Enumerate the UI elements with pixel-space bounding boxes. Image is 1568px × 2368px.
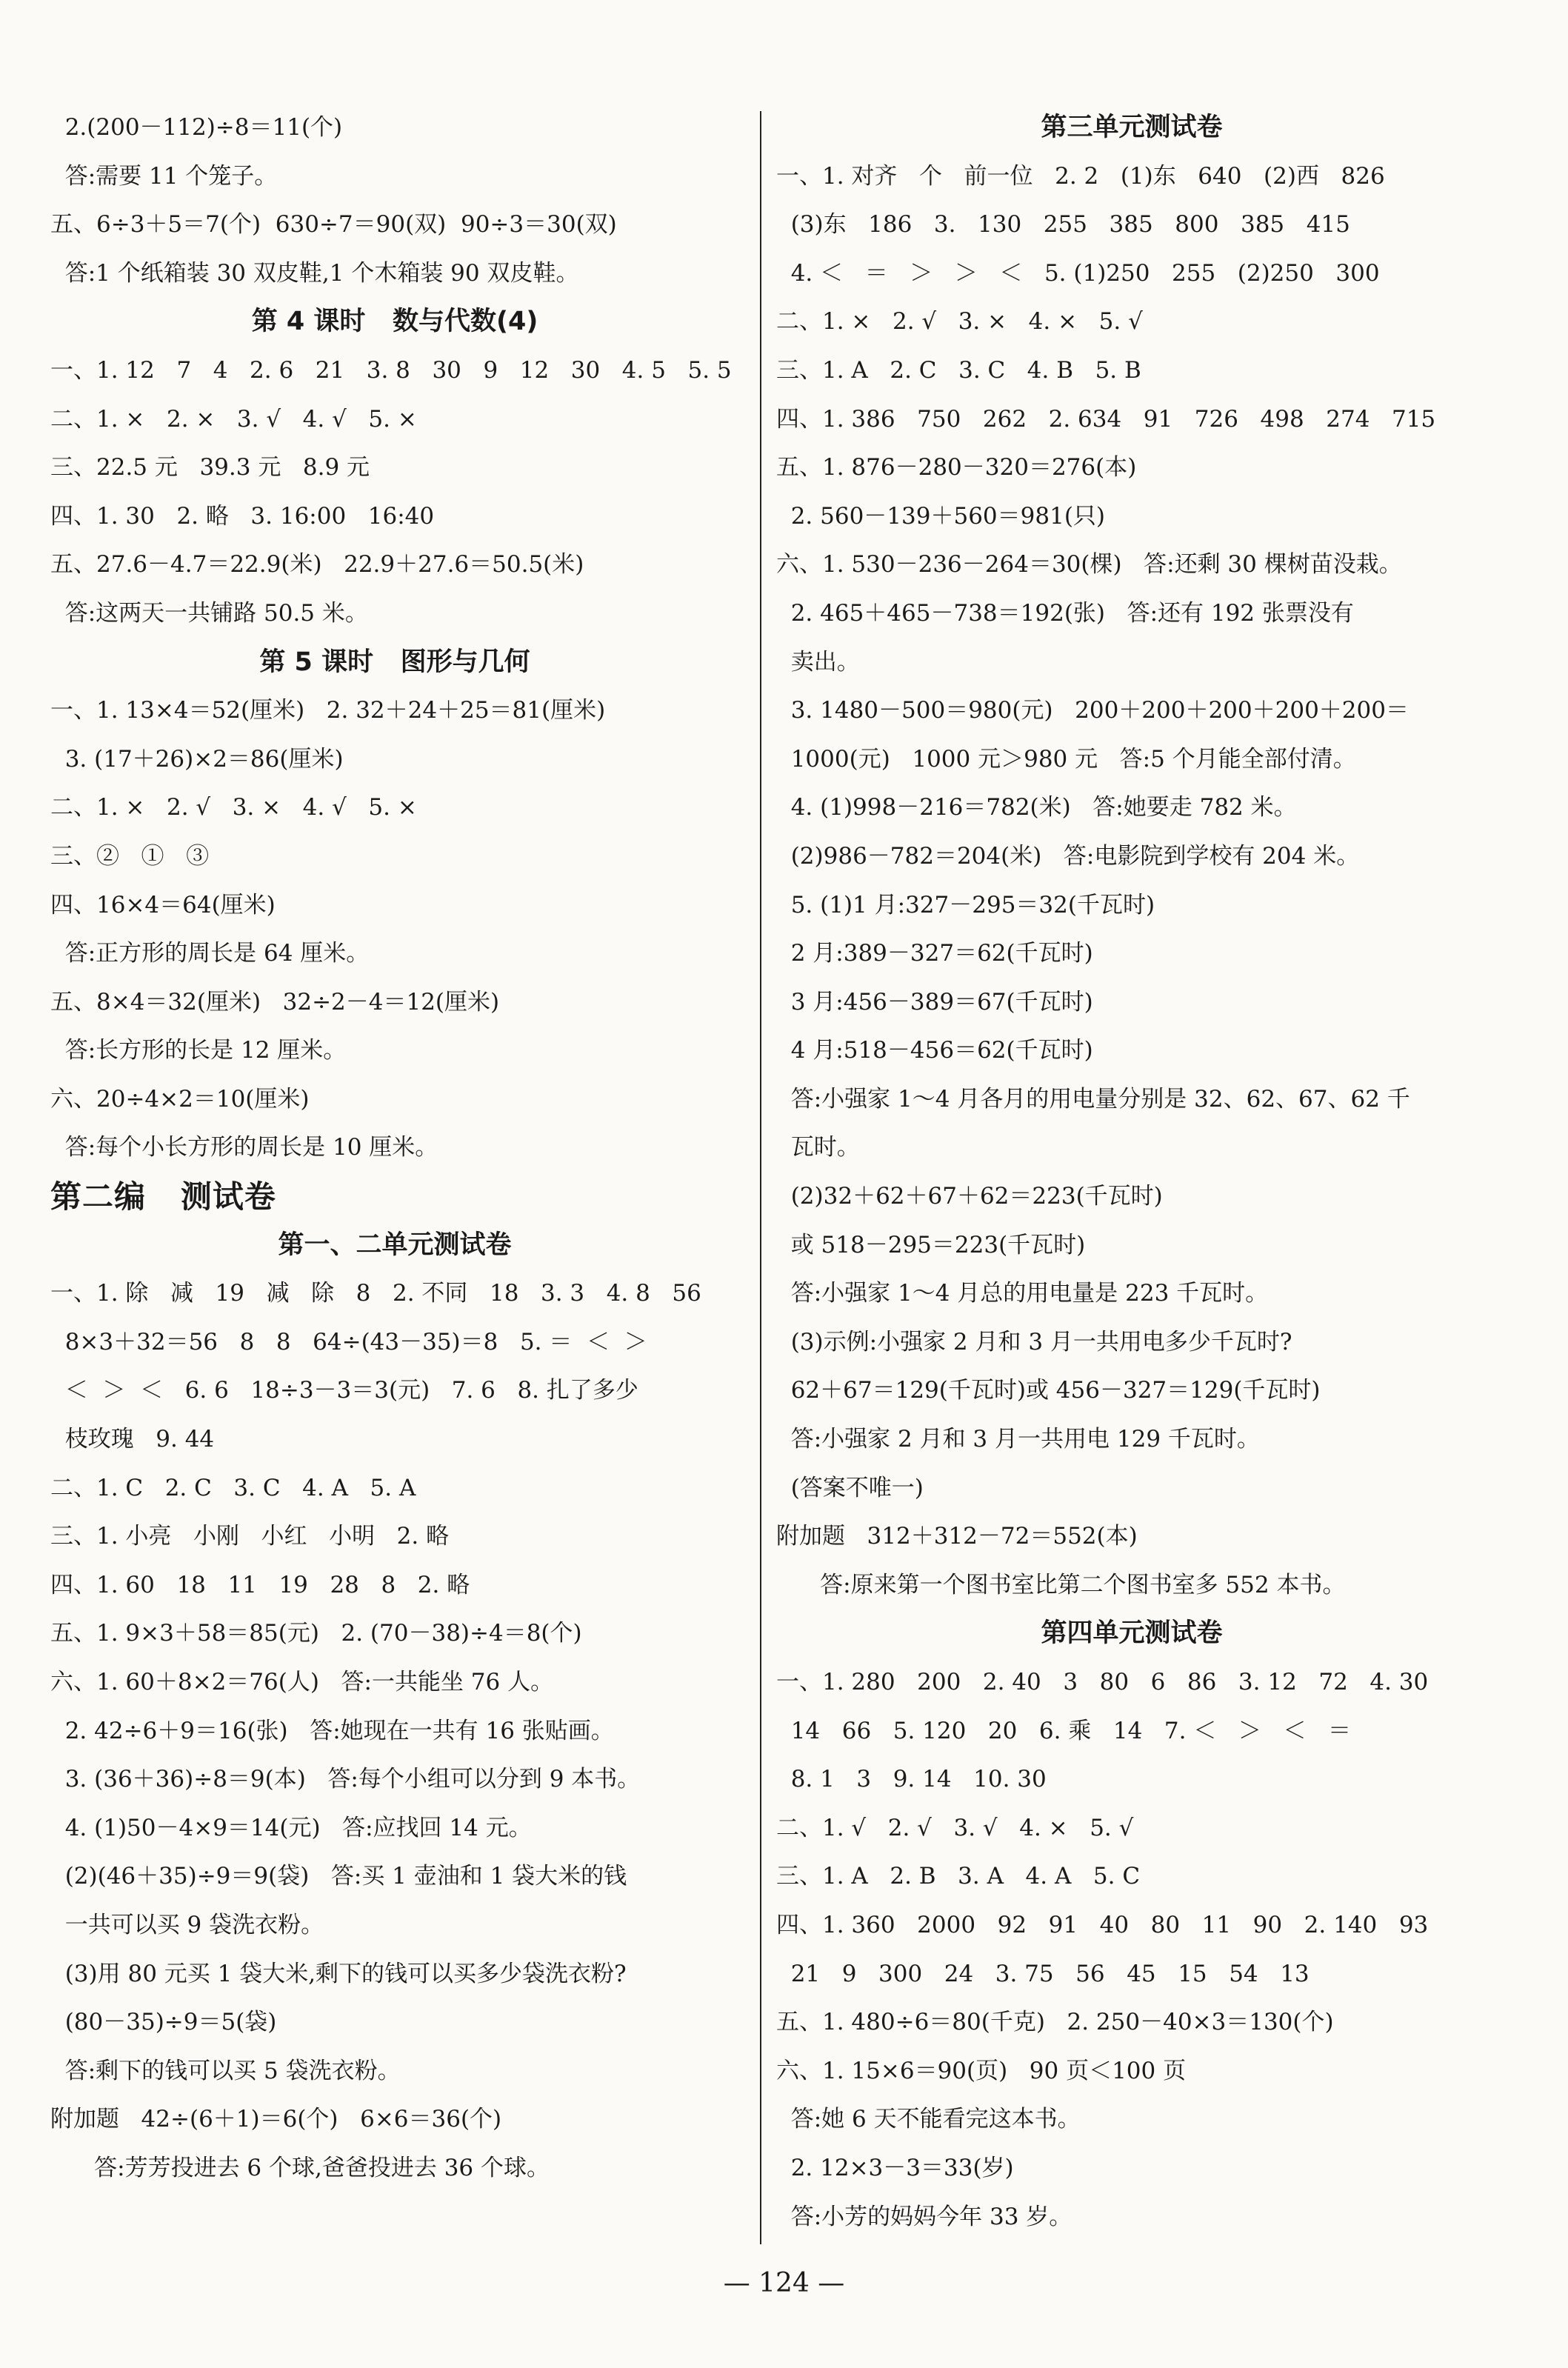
answer-line: 四、1. 60 18 11 19 28 8 2. 略	[50, 1571, 470, 1598]
answer-line: 4 月:518－456＝62(千瓦时)	[776, 1037, 1093, 1064]
answer-line: 四、16×4＝64(厘米)	[50, 891, 276, 918]
answer-line: 答:1 个纸箱装 30 双皮鞋,1 个木箱装 90 双皮鞋。	[50, 259, 579, 287]
answer-line: 二、1. × 2. √ 3. × 4. × 5. √	[776, 308, 1143, 336]
right-column	[776, 104, 1487, 2230]
answer-line: 3. (36＋36)÷8＝9(本) 答:每个小组可以分到 9 本书。	[50, 1766, 641, 1793]
test-heading: 第 4 课时 数与代数(4)	[251, 307, 538, 337]
answer-line: 2.(200－112)÷8＝11(个)	[50, 114, 343, 141]
answer-line: 2. 560－139＋560＝981(只)	[776, 502, 1106, 530]
answer-line: 4. (1)50－4×9＝14(元) 答:应找回 14 元。	[50, 1814, 532, 1841]
answer-line: 一、1. 280 200 2. 40 3 80 6 86 3. 12 72 4. 30	[776, 1669, 1429, 1695]
answer-line: 六、1. 530－236－264＝30(棵) 答:还剩 30 棵树苗没栽。	[776, 551, 1402, 578]
answer-line: 五、1. 9×3＋58＝85(元) 2. (70－38)÷4＝8(个)	[50, 1620, 582, 1647]
answer-line: 三、1. A 2. B 3. A 4. A 5. C	[776, 1863, 1141, 1890]
test-heading: 第三单元测试卷	[1041, 113, 1223, 142]
answer-line: 5. (1)1 月:327－295＝32(千瓦时)	[776, 891, 1155, 918]
answer-line: 六、1. 60＋8×2＝76(人) 答:一共能坐 76 人。	[50, 1669, 554, 1695]
answer-line: 卖出。	[776, 648, 860, 676]
answer-line: 六、1. 15×6＝90(页) 90 页＜100 页	[776, 2057, 1187, 2084]
answer-line: 14 66 5. 120 20 6. 乘 14 7. ＜ ＞ ＜ ＝	[776, 1717, 1352, 1744]
answer-line: 4. (1)998－216＝782(米) 答:她要走 782 米。	[776, 794, 1297, 821]
answer-line: 答:这两天一共铺路 50.5 米。	[50, 599, 368, 627]
answer-line: 一、1. 对齐 个 前一位 2. 2 (1)东 640 (2)西 826	[776, 162, 1385, 190]
answer-line: 附加题 312＋312－72＝552(本)	[776, 1523, 1138, 1550]
answer-line: 三、22.5 元 39.3 元 8.9 元	[50, 454, 370, 481]
answer-line: (80－35)÷9＝5(袋)	[50, 2009, 277, 2036]
answer-line: (2)(46＋35)÷9＝9(袋) 答:买 1 壶油和 1 袋大米的钱	[50, 1863, 627, 1890]
answer-line: 三、② ① ③	[50, 842, 210, 870]
section-title: 第二编 测试卷	[50, 1178, 276, 1215]
answer-line: 答:小强家 1～4 月总的用电量是 223 千瓦时。	[776, 1280, 1269, 1307]
answer-line: 五、8×4＝32(厘米) 32÷2－4＝12(厘米)	[50, 988, 500, 1015]
answer-line: 二、1. × 2. × 3. √ 4. √ 5. ×	[50, 405, 417, 433]
answer-line: 答:小强家 2 月和 3 月一共用电 129 千瓦时。	[776, 1426, 1260, 1453]
page-number: — 124 —	[723, 2268, 845, 2298]
answer-line: (2)32＋62＋67＋62＝223(千瓦时)	[776, 1183, 1163, 1210]
test-heading: 第四单元测试卷	[1041, 1618, 1223, 1649]
answer-line: 五、1. 876－280－320＝276(本)	[776, 454, 1137, 481]
answer-line: 62＋67＝129(千瓦时)或 456－327＝129(千瓦时)	[776, 1377, 1321, 1404]
answer-line: 一共可以买 9 袋洗衣粉。	[50, 1911, 324, 1938]
answer-line: 三、1. 小亮 小刚 小红 小明 2. 略	[50, 1523, 450, 1550]
answer-line: 2. 12×3－3＝33(岁)	[776, 2154, 1014, 2181]
answer-line: 一、1. 除 减 19 减 除 8 2. 不同 18 3. 3 4. 8 56	[50, 1280, 701, 1307]
answer-line: 答:原来第一个图书室比第二个图书室多 552 本书。	[776, 1571, 1346, 1598]
answer-line: 一、1. 13×4＝52(厘米) 2. 32＋24＋25＝81(厘米)	[50, 697, 606, 724]
test-heading: 第一、二单元测试卷	[278, 1230, 512, 1260]
answer-line: 答:她 6 天不能看完这本书。	[776, 2106, 1081, 2133]
answer-line: 答:正方形的周长是 64 厘米。	[50, 940, 370, 967]
answer-line: 4. ＜ ＝ ＞ ＞ ＜ 5. (1)250 255 (2)250 300	[776, 259, 1380, 287]
answer-line: 答:需要 11 个笼子。	[50, 162, 278, 190]
answer-line: (答案不唯一)	[776, 1474, 924, 1501]
answer-line: 答:小强家 1～4 月各月的用电量分别是 32、62、67、62 千	[776, 1085, 1410, 1113]
left-column	[50, 104, 739, 2205]
answer-line: (3)东 186 3. 130 255 385 800 385 415	[776, 211, 1350, 239]
answer-line: 答:长方形的长是 12 厘米。	[50, 1037, 347, 1064]
answer-line: 3. (17＋26)×2＝86(厘米)	[50, 745, 344, 773]
test-heading: 第 5 课时 图形与几何	[259, 647, 530, 677]
answer-line: 8×3＋32＝56 8 8 64÷(43－35)＝8 5. ＝ ＜ ＞	[50, 1328, 647, 1355]
answer-line: 8. 1 3 9. 14 10. 30	[776, 1766, 1047, 1793]
answer-line: 2. 465＋465－738＝192(张) 答:还有 192 张票没有	[776, 599, 1354, 627]
answer-line: (3)用 80 元买 1 袋大米,剩下的钱可以买多少袋洗衣粉?	[50, 1960, 627, 1987]
answer-line: 3 月:456－389＝67(千瓦时)	[776, 988, 1093, 1015]
answer-line: 2 月:389－327＝62(千瓦时)	[776, 940, 1093, 967]
answer-line: 三、1. A 2. C 3. C 4. B 5. B	[776, 356, 1141, 384]
answer-line: 四、1. 386 750 262 2. 634 91 726 498 274 715	[776, 405, 1436, 433]
answer-line: 五、1. 480÷6＝80(千克) 2. 250－40×3＝130(个)	[776, 2009, 1334, 2036]
answer-line: (2)986－782＝204(米) 答:电影院到学校有 204 米。	[776, 842, 1360, 870]
answer-line: 2. 42÷6＋9＝16(张) 答:她现在一共有 16 张贴画。	[50, 1717, 614, 1744]
answer-line: 3. 1480－500＝980(元) 200＋200＋200＋200＋200＝	[776, 697, 1409, 724]
column-divider	[760, 111, 761, 2244]
answer-line: 答:小芳的妈妈今年 33 岁。	[776, 2203, 1072, 2230]
answer-line: 枝玫瑰 9. 44	[50, 1426, 215, 1453]
answer-line: ＜ ＞ ＜ 6. 6 18÷3－3＝3(元) 7. 6 8. 扎了多少	[50, 1377, 638, 1404]
answer-line: 二、1. × 2. √ 3. × 4. √ 5. ×	[50, 794, 417, 821]
answer-line: 1000(元) 1000 元＞980 元 答:5 个月能全部付清。	[776, 745, 1356, 773]
answer-line: 二、1. √ 2. √ 3. √ 4. × 5. √	[776, 1814, 1134, 1841]
answer-line: 四、1. 30 2. 略 3. 16:00 16:40	[50, 502, 435, 530]
answer-line: 附加题 42÷(6＋1)＝6(个) 6×6＝36(个)	[50, 2106, 502, 2133]
answer-line: 五、27.6－4.7＝22.9(米) 22.9＋27.6＝50.5(米)	[50, 551, 584, 578]
answer-line: 答:剩下的钱可以买 5 袋洗衣粉。	[50, 2057, 401, 2084]
answer-line: (3)示例:小强家 2 月和 3 月一共用电多少千瓦时?	[776, 1328, 1292, 1355]
answer-line: 一、1. 12 7 4 2. 6 21 3. 8 30 9 12 30 4. 5 5. 5	[50, 356, 732, 384]
answer-line: 或 518－295＝223(千瓦时)	[776, 1231, 1086, 1258]
answer-line: 六、20÷4×2＝10(厘米)	[50, 1085, 310, 1113]
answer-line: 21 9 300 24 3. 75 56 45 15 54 13	[776, 1960, 1310, 1987]
answer-line: 四、1. 360 2000 92 91 40 80 11 90 2. 140 93	[776, 1911, 1429, 1938]
answer-line: 五、6÷3＋5＝7(个) 630÷7＝90(双) 90÷3＝30(双)	[50, 211, 617, 239]
answer-line: 瓦时。	[776, 1134, 860, 1161]
answer-line: 答:芳芳投进去 6 个球,爸爸投进去 36 个球。	[50, 2154, 550, 2181]
answer-line: 答:每个小长方形的周长是 10 厘米。	[50, 1134, 438, 1161]
answer-line: 二、1. C 2. C 3. C 4. A 5. A	[50, 1474, 416, 1501]
